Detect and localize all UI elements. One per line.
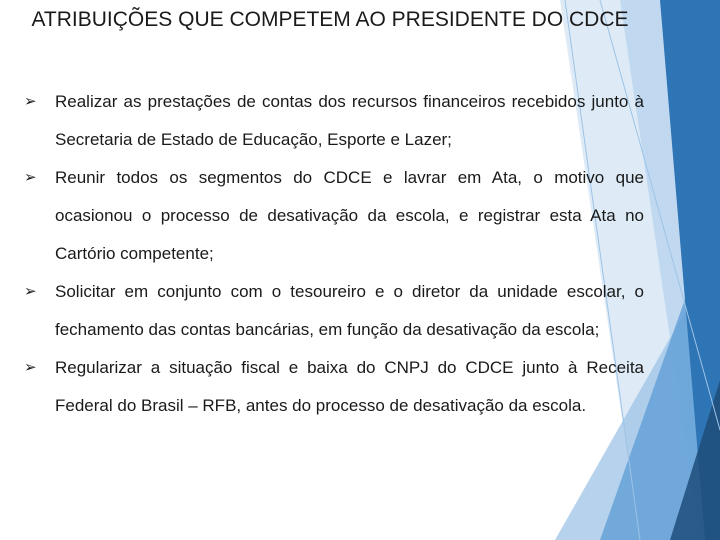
bullet-item (22, 83, 644, 159)
bullet-list (22, 83, 644, 425)
arrow-bullet-icon: ➢ (24, 283, 37, 300)
bullet-text: Reunir todos os segmentos do CDCE e lavrar em Ata, o motivo que ocasionou o processo de desativação da escola, e registrar esta Ata no Cartório competente; (55, 168, 644, 263)
bullet-text: Solicitar em conjunto com o tesoureiro e o diretor da unidade escolar, o fechamento das contas bancárias, em função da desativação da escola; (55, 282, 644, 339)
bullet-text: Regularizar a situação fiscal e baixa do CNPJ do CDCE junto à Receita Federal do Brasil – RFB, antes do processo de desativação da escola. (55, 358, 644, 415)
bullet-item (22, 273, 644, 349)
slide-title: ATRIBUIÇÕES QUE COMPETEM AO PRESIDENTE DO CDCE (31, 8, 629, 31)
bullet-item (22, 349, 644, 425)
arrow-bullet-icon: ➢ (24, 93, 37, 110)
bullet-text: Realizar as prestações de contas dos recursos financeiros recebidos junto à Secretaria de Estado de Educação, Esporte e Lazer; (55, 92, 644, 149)
arrow-bullet-icon: ➢ (24, 169, 37, 186)
bullet-item (22, 159, 644, 273)
arrow-bullet-icon: ➢ (24, 359, 37, 376)
